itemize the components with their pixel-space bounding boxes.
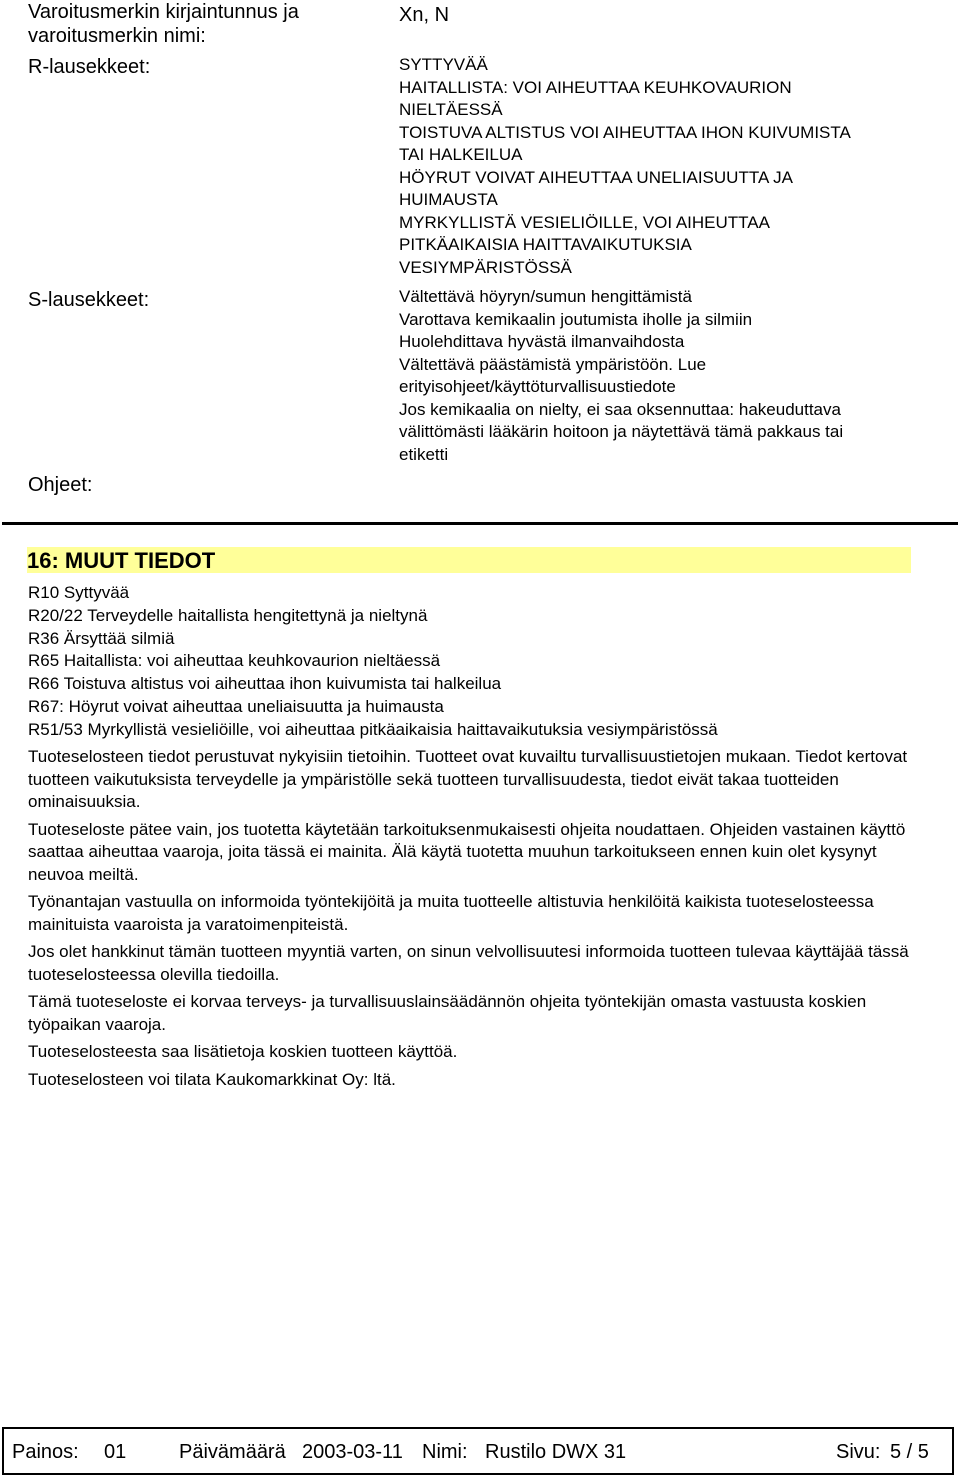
list-item: R67: Höyrut voivat aiheuttaa uneliaisuutta ja huimausta — [28, 696, 444, 716]
r-line: TOISTUVA ALTISTUS VOI AIHEUTTAA IHON KUIVUMISTA — [399, 122, 851, 142]
page-footer — [2, 1427, 954, 1475]
list-item: R65 Haitallista: voi aiheuttaa keuhkovaurion nieltäessä — [28, 651, 441, 671]
s-line: etiketti — [399, 444, 449, 464]
paragraph: Tuoteselosteesta saa lisätietoja koskien tuotteen käyttöä. — [28, 1042, 458, 1061]
paragraph: Tuoteseloste pätee vain, jos tuotetta käytetään tarkoituksenmukaisesti ohjeita noudattaen. Ohjeiden vastainen käyttö saattaa aiheuttaa vaaroja, joita tässä ei mainita. Älä käytä tuotetta muuhun tarkoitukseen ennen kuin olet kysynyt neuvoa meiltä. — [28, 819, 906, 884]
edition-value: 01 — [104, 1441, 127, 1463]
r-line: HÖYRUT VOIVAT AIHEUTTAA UNELIAISUUTTA JA — [399, 167, 793, 187]
page-number: 5 / 5 — [890, 1441, 929, 1463]
paragraph: Työnantajan vastuulla on informoida työntekijöitä ja muita tuotteelle altistuvia henkilöitä kaikista tuoteselosteessa mainituista vaaroista ja varatoimenpiteistä. — [28, 892, 874, 934]
paragraph: Tuoteselosteen tiedot perustuvat nykyisiin tietoihin. Tuotteet ovat kuvailtu turvallisuustietojen mukaan. Tiedot kertovat tuotteen vaikutuksista terveydelle ja ympäristölle sekä tuotteen turvallisuudesta, tiedot eivät takaa tuotteiden ominaisuuksia. — [28, 747, 908, 811]
s-line: Vältettävä höyryn/sumun hengittämistä — [399, 287, 692, 306]
date-value: 2003-03-11 — [302, 1441, 403, 1463]
r-line: TAI HALKEILUA — [399, 145, 523, 164]
edition-label: Painos: — [12, 1441, 79, 1463]
symbol-label: Varoitusmerkin kirjaintunnus ja varoitusmerkin nimi: — [28, 1, 299, 47]
s-line: Jos kemikaalia on nielty, ei saa oksennuttaa: hakeuduttava — [399, 399, 841, 419]
r-line: VESIYMPÄRISTÖSSÄ — [399, 257, 572, 277]
disclaimer-paragraphs — [28, 746, 918, 1096]
r-line: NIELTÄESSÄ — [399, 100, 503, 119]
r-line: PITKÄAIKAISIA HAITTAVAIKUTUKSIA — [399, 235, 692, 254]
r-line: HUIMAUSTA — [399, 190, 498, 209]
section-16-heading: 16: MUUT TIEDOT — [27, 547, 911, 573]
r-phrases-block — [399, 54, 851, 279]
paragraph: Tämä tuoteseloste ei korvaa terveys- ja turvallisuuslainsäädännön ohjeita työntekijän omasta vastuusta koskien työpaikan vaaroja. — [28, 992, 867, 1034]
r-phrase-list — [28, 582, 718, 742]
page-label: Sivu: — [836, 1441, 881, 1463]
r-line: SYTTYVÄÄ — [399, 55, 488, 74]
name-value: Rustilo DWX 31 — [485, 1441, 627, 1463]
s-line: Varottava kemikaalin joutumista iholle ja silmiin — [399, 309, 753, 329]
list-item: R10 Syttyvää — [28, 583, 130, 602]
s-phrases-label: S-lausekkeet: — [28, 289, 150, 311]
date-label: Päivämäärä — [179, 1441, 286, 1463]
r-phrases-label: R-lausekkeet: — [28, 56, 151, 78]
s-line: Vältettävä päästämistä ympäristöön. Lue — [399, 354, 707, 374]
paragraph: Tuoteselosteen voi tilata Kaukomarkkinat Oy: ltä. — [28, 1069, 396, 1089]
list-item: R36 Ärsyttää silmiä — [28, 628, 175, 648]
s-line: erityisohjeet/käyttöturvallisuustiedote — [399, 377, 676, 396]
s-phrases-block — [399, 286, 843, 466]
symbol-value: Xn, N — [399, 4, 450, 26]
s-line: välittömästi lääkärin hoitoon ja näytettävä tämä pakkaus tai — [399, 422, 844, 441]
instructions-label: Ohjeet: — [28, 474, 93, 496]
list-item: R51/53 Myrkyllistä vesieliöille, voi aiheuttaa pitkäaikaisia haittavaikutuksia vesiympäristössä — [28, 719, 718, 739]
list-item: R20/22 Terveydelle haitallista hengitettynä ja nieltynä — [28, 605, 428, 625]
r-line: HAITALLISTA: VOI AIHEUTTAA KEUHKOVAURION — [399, 77, 792, 97]
section-divider — [2, 522, 958, 525]
name-label: Nimi: — [422, 1441, 468, 1463]
r-line: MYRKYLLISTÄ VESIELIÖILLE, VOI AIHEUTTAA — [399, 212, 770, 232]
list-item: R66 Toistuva altistus voi aiheuttaa ihon kuivumista tai halkeilua — [28, 674, 502, 694]
s-line: Huolehdittava hyvästä ilmanvaihdosta — [399, 332, 685, 351]
paragraph: Jos olet hankkinut tämän tuotteen myyntiä varten, on sinun velvollisuutesi informoida tuotteen tulevaa käyttäjää tässä tuoteselosteessa olevilla tiedoilla. — [28, 942, 909, 984]
